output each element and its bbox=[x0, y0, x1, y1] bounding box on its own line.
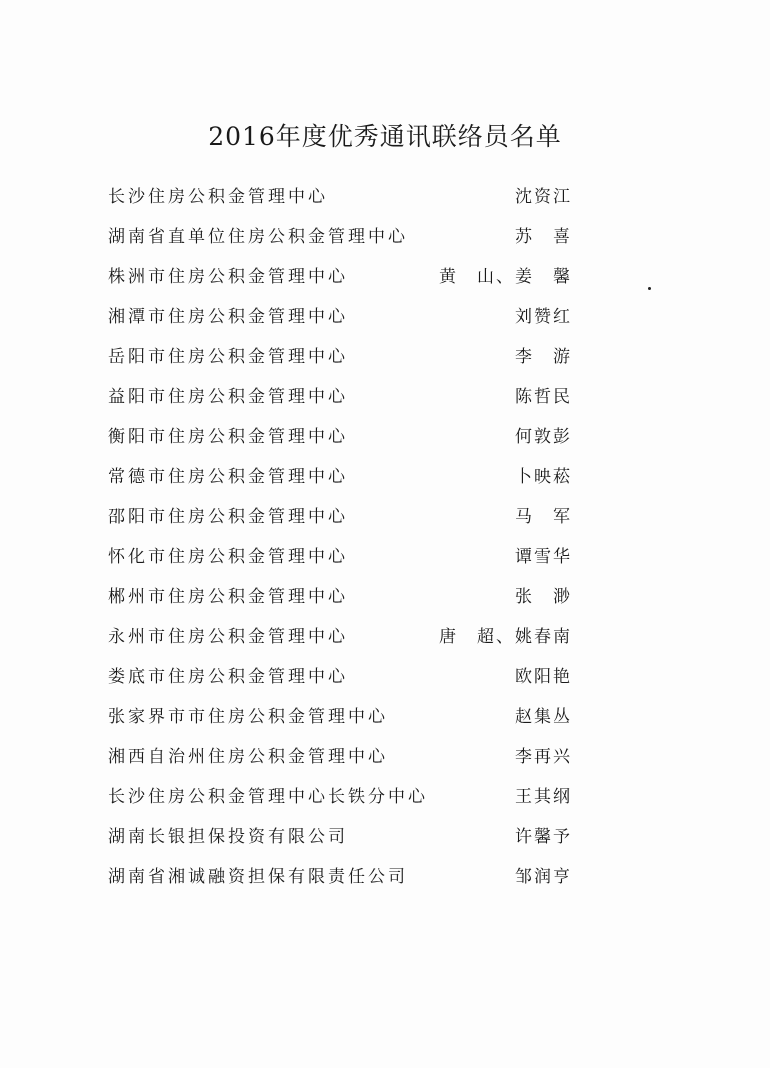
list-item bbox=[0, 582, 770, 612]
organization-name: 株洲市住房公积金管理中心 bbox=[108, 267, 348, 287]
person-name: 沈资江 bbox=[515, 187, 572, 207]
person-name: 欧阳艳 bbox=[515, 667, 572, 687]
person-name: 何敦彭 bbox=[515, 427, 572, 447]
list-item bbox=[0, 862, 770, 892]
list-item bbox=[0, 422, 770, 452]
person-name: 王其纲 bbox=[515, 787, 572, 807]
scan-speck bbox=[648, 287, 651, 290]
organization-name: 湖南长银担保投资有限公司 bbox=[108, 827, 348, 847]
person-name: 刘赞红 bbox=[515, 307, 572, 327]
organization-name: 娄底市住房公积金管理中心 bbox=[108, 667, 348, 687]
organization-name: 邵阳市住房公积金管理中心 bbox=[108, 507, 348, 527]
list-item bbox=[0, 742, 770, 772]
organization-name: 怀化市住房公积金管理中心 bbox=[108, 547, 348, 567]
organization-name: 郴州市住房公积金管理中心 bbox=[108, 587, 348, 607]
organization-name: 湘西自治州住房公积金管理中心 bbox=[108, 747, 388, 767]
person-name: 许馨予 bbox=[515, 827, 572, 847]
person-name: 李再兴 bbox=[515, 747, 572, 767]
organization-name: 湖南省湘诚融资担保有限责任公司 bbox=[108, 867, 408, 887]
list-item bbox=[0, 822, 770, 852]
person-name: 唐 超、姚春南 bbox=[439, 627, 572, 647]
organization-name: 岳阳市住房公积金管理中心 bbox=[108, 347, 348, 367]
organization-name: 张家界市市住房公积金管理中心 bbox=[108, 707, 388, 727]
list-item bbox=[0, 342, 770, 372]
list-item bbox=[0, 462, 770, 492]
organization-name: 永州市住房公积金管理中心 bbox=[108, 627, 348, 647]
list-item bbox=[0, 542, 770, 572]
person-name: 邹润亨 bbox=[515, 867, 572, 887]
organization-name: 常德市住房公积金管理中心 bbox=[108, 467, 348, 487]
organization-name: 湘潭市住房公积金管理中心 bbox=[108, 307, 348, 327]
list-item bbox=[0, 302, 770, 332]
list-item bbox=[0, 662, 770, 692]
person-name: 陈哲民 bbox=[515, 387, 572, 407]
list-item bbox=[0, 182, 770, 212]
list-item bbox=[0, 782, 770, 812]
organization-name: 湖南省直单位住房公积金管理中心 bbox=[108, 227, 408, 247]
list-item bbox=[0, 622, 770, 652]
person-name: 赵集丛 bbox=[515, 707, 572, 727]
person-name: 张 渺 bbox=[515, 587, 572, 607]
list-item bbox=[0, 222, 770, 252]
list-item bbox=[0, 262, 770, 292]
person-name: 卜映菘 bbox=[515, 467, 572, 487]
person-name: 马 军 bbox=[515, 507, 572, 527]
list-item bbox=[0, 502, 770, 532]
organization-name: 衡阳市住房公积金管理中心 bbox=[108, 427, 348, 447]
list-item bbox=[0, 382, 770, 412]
organization-name: 益阳市住房公积金管理中心 bbox=[108, 387, 348, 407]
list-item bbox=[0, 702, 770, 732]
person-name: 谭雪华 bbox=[515, 547, 572, 567]
person-name: 李 游 bbox=[515, 347, 572, 367]
person-name: 黄 山、姜 馨 bbox=[439, 267, 572, 287]
organization-name: 长沙住房公积金管理中心 bbox=[108, 187, 328, 207]
organization-name: 长沙住房公积金管理中心长铁分中心 bbox=[108, 787, 428, 807]
page-title: 2016年度优秀通讯联络员名单 bbox=[208, 122, 562, 151]
person-name: 苏 喜 bbox=[515, 227, 572, 247]
